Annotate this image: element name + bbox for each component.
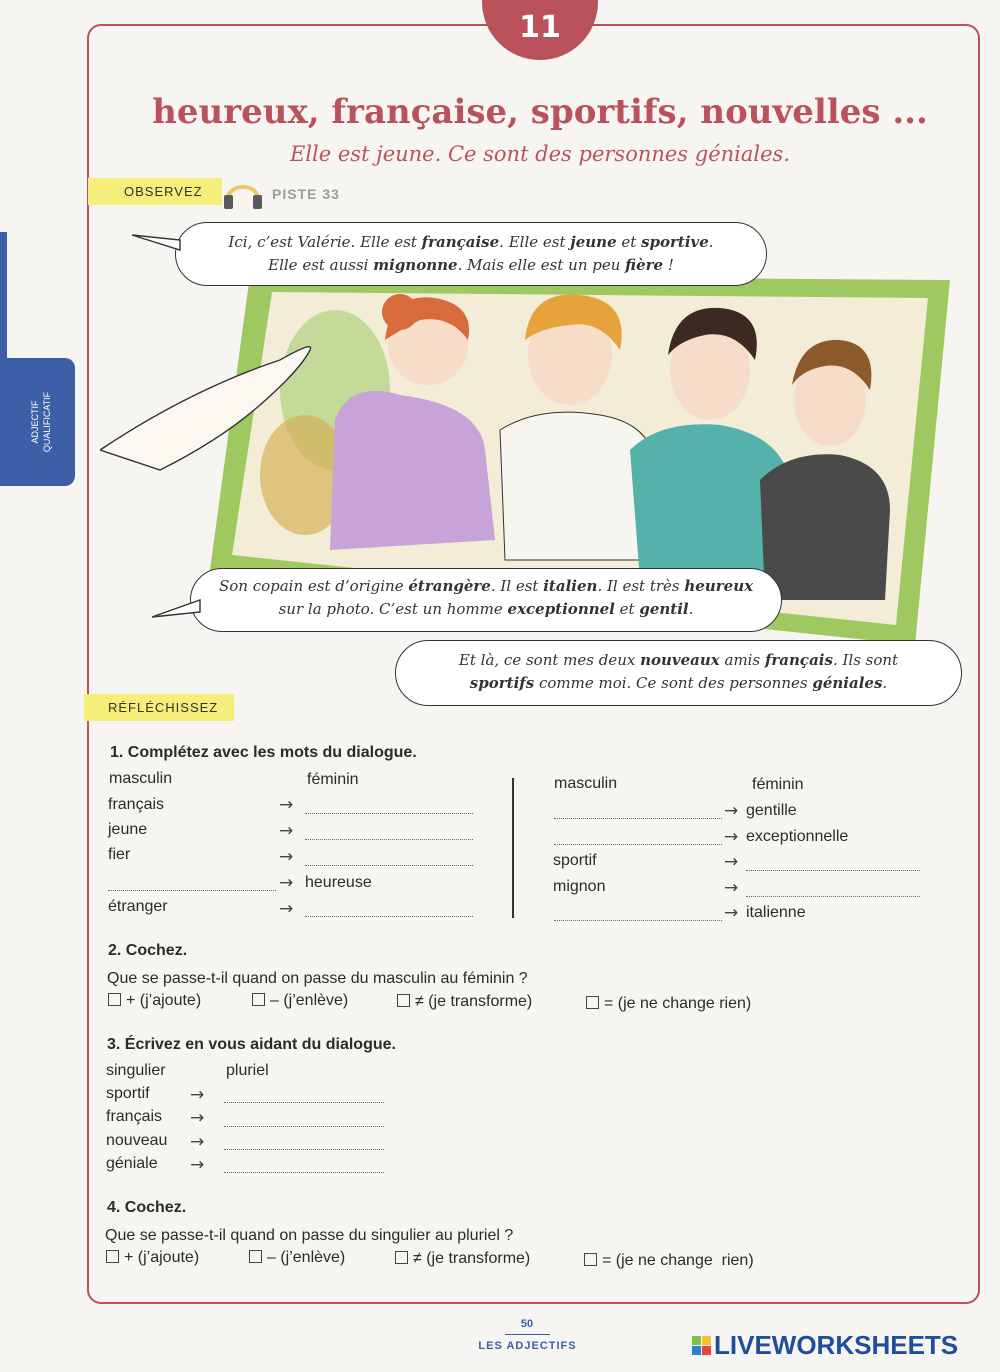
ex1-right-col-masc: masculin	[554, 775, 618, 792]
ex3-r2-answer[interactable]	[224, 1126, 384, 1127]
piste-label: PISTE 33	[272, 186, 340, 202]
ex2-option-nochange[interactable]	[586, 995, 751, 1013]
ex4-option-remove[interactable]	[249, 1249, 345, 1267]
brand-logo[interactable]	[692, 1330, 958, 1361]
ex4-opt4-label: = (je ne change rien)	[602, 1252, 754, 1269]
ex3-heading: 3. Écrivez en vous aidant du dialogue.	[107, 1036, 396, 1053]
observez-label: OBSERVEZ	[124, 184, 203, 199]
b1-l1-d: jeune	[570, 233, 617, 251]
ex1-right-r3-answer[interactable]	[746, 870, 920, 871]
b1-l2-e: !	[663, 256, 674, 274]
b1-l1-e: et	[616, 233, 642, 251]
ex1-left-r3-answer[interactable]	[305, 865, 473, 866]
ex4-opt2-label: – (j’enlève)	[267, 1249, 346, 1266]
b3-l1-b: nouveaux	[640, 651, 720, 669]
arrow-icon: →	[724, 827, 739, 847]
liveworksheets-icon	[692, 1336, 711, 1355]
ex1-right-r5-answer[interactable]	[554, 920, 722, 921]
bubble3-line2	[396, 672, 961, 695]
side-tab-label	[29, 392, 53, 452]
ex2-opt1-label: + (j’ajoute)	[126, 992, 202, 1009]
ex2-opt3-label: ≠ (je transforme)	[415, 993, 533, 1010]
ex1-left-r4: heureuse	[305, 874, 372, 891]
arrow-icon: →	[724, 878, 739, 898]
observez-tag	[88, 178, 222, 205]
b1-l1-f: sportive	[641, 233, 709, 251]
ex3-r1: sportif	[106, 1085, 150, 1102]
b2-l1-f: heureux	[684, 577, 754, 595]
ex1-right-r4: mignon	[553, 878, 606, 895]
arrow-icon: →	[190, 1155, 205, 1175]
checkbox[interactable]	[252, 993, 265, 1006]
footer-section: LES ADJECTIFS	[478, 1340, 577, 1352]
b2-l2-e: .	[688, 600, 694, 618]
b1-l1-b: française	[421, 233, 500, 251]
arrow-icon: →	[279, 847, 294, 867]
checkbox[interactable]	[108, 993, 121, 1006]
ex3-r1-answer[interactable]	[224, 1102, 384, 1103]
ex4-option-transform[interactable]	[395, 1250, 530, 1268]
ex4-opt1-label: + (j’ajoute)	[124, 1249, 200, 1266]
ex1-left-r3: fier	[108, 846, 131, 863]
page-subtitle: Elle est jeune. Ce sont des personnes géniales.	[290, 142, 790, 166]
arrow-icon: →	[279, 873, 294, 893]
arrow-icon: →	[724, 852, 739, 872]
ex4-opt3-label: ≠ (je transforme)	[413, 1250, 531, 1267]
ex1-right-r3: sportif	[553, 852, 597, 869]
headphones-icon	[222, 177, 264, 211]
b1-l1-a: Ici, c’est Valérie. Elle est	[228, 233, 422, 251]
b2-l2-b: exceptionnel	[507, 600, 615, 618]
checkbox[interactable]	[586, 996, 599, 1009]
b3-l2-d: .	[882, 674, 888, 692]
ex4-option-add[interactable]	[106, 1249, 199, 1267]
ex3-r4-answer[interactable]	[224, 1172, 384, 1173]
ex1-right-r1-answer[interactable]	[554, 818, 722, 819]
ex2-opt4-label: = (je ne change rien)	[604, 995, 752, 1012]
arrow-icon: →	[279, 795, 294, 815]
checkbox[interactable]	[106, 1250, 119, 1263]
ex4-heading: 4. Cochez.	[107, 1199, 187, 1216]
ex4-option-nochange[interactable]	[584, 1252, 754, 1270]
b1-l1-g: .	[708, 233, 714, 251]
arrow-icon: →	[190, 1085, 205, 1105]
ex1-divider	[512, 778, 514, 918]
b3-l2-b: comme moi. Ce sont des personnes	[534, 674, 813, 692]
arrow-icon: →	[190, 1108, 205, 1128]
page-title: heureux, française, sportifs, nouvelles ...	[152, 92, 928, 132]
bubble1-line1	[176, 231, 766, 254]
b2-l1-d: italien	[543, 577, 598, 595]
b3-l1-d: français	[764, 651, 833, 669]
ex2-option-remove[interactable]	[252, 992, 348, 1010]
piste-audio[interactable]	[222, 176, 340, 212]
arrow-icon: →	[724, 903, 739, 923]
ex2-option-add[interactable]	[108, 992, 201, 1010]
ex1-left-r2: jeune	[108, 821, 148, 838]
bubble2-line2	[191, 598, 781, 621]
ex1-right-r5: italienne	[746, 904, 806, 921]
side-line	[0, 232, 7, 486]
b1-l2-d: fière	[625, 256, 664, 274]
side-tab	[7, 358, 75, 486]
ex1-left-r4-answer[interactable]	[108, 890, 276, 891]
ex4-question: Que se passe-t-il quand on passe du singulier au pluriel ?	[105, 1227, 514, 1244]
arrow-icon: →	[279, 821, 294, 841]
ex1-left-col-fem: féminin	[307, 771, 359, 788]
page-number: 50	[520, 1318, 534, 1330]
arrow-icon: →	[279, 899, 294, 919]
speech-bubble-2	[190, 568, 782, 632]
ex2-question: Que se passe-t-il quand on passe du masculin au féminin ?	[107, 970, 528, 987]
ex1-right-r2: exceptionnelle	[746, 828, 849, 845]
speech-bubble-3	[395, 640, 962, 706]
ex3-col-plur: pluriel	[226, 1062, 269, 1079]
b1-l2-b: mignonne	[373, 256, 458, 274]
checkbox[interactable]	[397, 994, 410, 1007]
ex2-heading: 2. Cochez.	[108, 942, 188, 959]
ex3-r4: géniale	[106, 1155, 158, 1172]
bubble2-tail	[150, 592, 210, 622]
ex3-col-sing: singulier	[106, 1062, 166, 1079]
ex1-right-r1: gentille	[746, 802, 797, 819]
checkbox[interactable]	[584, 1253, 597, 1266]
ex1-right-r4-answer[interactable]	[746, 896, 920, 897]
bubble1-tail	[130, 230, 190, 260]
side-tab-line1: ADJECTIF	[30, 400, 40, 444]
b2-l1-e: . Il est très	[597, 577, 685, 595]
speech-bubble-1	[175, 222, 767, 286]
ex1-right-col-fem: féminin	[752, 776, 804, 793]
ex2-option-transform[interactable]	[397, 993, 532, 1011]
b2-l2-a: sur la photo. C’est un homme	[278, 600, 508, 618]
chapter-number-badge: 11	[482, 0, 598, 60]
ex1-left-r1: français	[108, 796, 165, 813]
arrow-icon: →	[724, 801, 739, 821]
ex1-heading: 1. Complétez avec les mots du dialogue.	[110, 744, 417, 761]
arrow-icon: →	[190, 1132, 205, 1152]
ex1-right-r2-answer[interactable]	[554, 844, 722, 845]
b1-l1-c: . Elle est	[499, 233, 571, 251]
ex2-opt2-label: – (j’enlève)	[270, 992, 349, 1009]
side-tab-line2: QUALIFICATIF	[42, 391, 52, 453]
b3-l2-a: sportifs	[469, 674, 535, 692]
b3-l1-c: amis	[719, 651, 765, 669]
footer-divider	[505, 1334, 550, 1335]
reflechissez-label: RÉFLÉCHISSEZ	[108, 700, 219, 715]
b2-l2-c: et	[614, 600, 640, 618]
ex1-left-col-masc: masculin	[109, 770, 173, 787]
brand-name: LIVEWORKSHEETS	[714, 1330, 959, 1360]
ex1-left-r5: étranger	[108, 898, 168, 915]
ex1-left-r1-answer[interactable]	[305, 813, 473, 814]
b2-l1-c: . Il est	[490, 577, 544, 595]
ex1-left-r2-answer[interactable]	[305, 839, 473, 840]
ex1-left-r5-answer[interactable]	[305, 916, 473, 917]
checkbox[interactable]	[249, 1250, 262, 1263]
bubble3-line1	[396, 649, 961, 672]
bubble1-line2	[176, 254, 766, 277]
b1-l2-a: Elle est aussi	[268, 256, 374, 274]
reflechissez-tag	[84, 694, 234, 721]
ex3-r3: nouveau	[106, 1132, 168, 1149]
b3-l1-a: Et là, ce sont mes deux	[458, 651, 641, 669]
b2-l2-d: gentil	[639, 600, 689, 618]
b2-l1-a: Son copain est d’origine	[218, 577, 409, 595]
bubble2-line1	[191, 575, 781, 598]
checkbox[interactable]	[395, 1251, 408, 1264]
b1-l2-c: . Mais elle est un peu	[457, 256, 626, 274]
b2-l1-b: étrangère	[408, 577, 491, 595]
b3-l1-e: . Ils sont	[832, 651, 899, 669]
b3-l2-c: géniales	[812, 674, 883, 692]
ex3-r2: français	[106, 1108, 163, 1125]
ex3-r3-answer[interactable]	[224, 1149, 384, 1150]
